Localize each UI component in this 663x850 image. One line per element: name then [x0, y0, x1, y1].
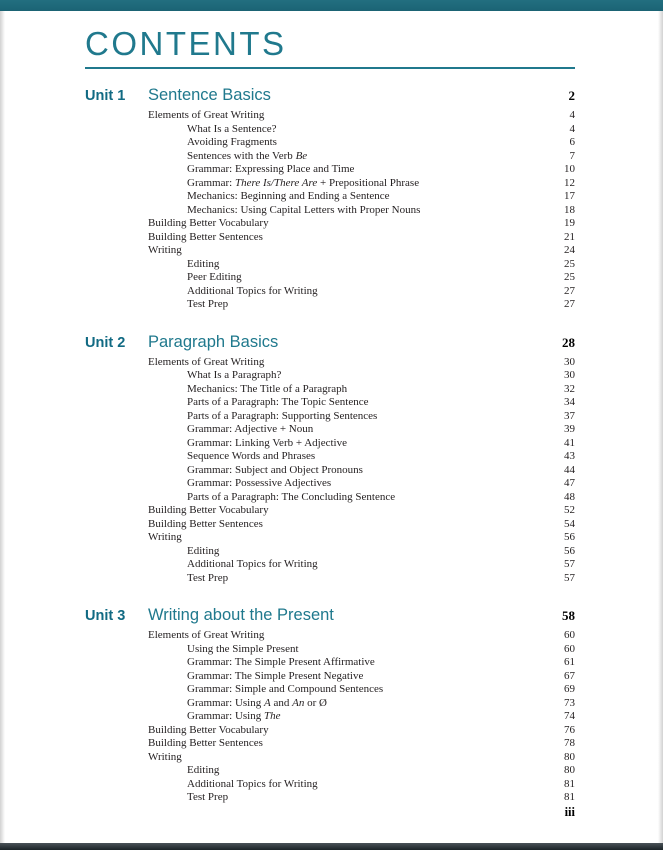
entry-title: Elements of Great Writing	[148, 109, 265, 121]
entry-title: Avoiding Fragments	[187, 136, 277, 148]
toc-entry	[148, 656, 575, 670]
entry-title: Grammar: Expressing Place and Time	[187, 163, 355, 175]
entry-title: Parts of a Paragraph: Supporting Sentences	[187, 409, 378, 422]
entry-page-number: 74	[564, 710, 575, 722]
toc-entry	[148, 518, 575, 532]
entry-title: Elements of Great Writing	[148, 355, 265, 368]
toc-entry	[148, 710, 575, 724]
toc-unit	[85, 332, 575, 586]
entry-page-number: 60	[564, 629, 575, 641]
entry-title: Parts of a Paragraph: The Concluding Sentence	[187, 490, 396, 503]
entry-page-number: 27	[564, 284, 575, 297]
entry-title: Using the Simple Present	[187, 642, 299, 655]
unit-label: Unit 1	[85, 88, 126, 104]
toc-entry	[148, 177, 575, 191]
bottom-edge-bar	[0, 843, 663, 850]
toc-entry	[148, 190, 575, 204]
toc-entry	[148, 477, 575, 491]
toc-entry	[148, 285, 575, 299]
entry-title: Editing	[187, 544, 220, 557]
entry-title: Building Better Vocabulary	[148, 217, 269, 229]
toc-entry	[148, 383, 575, 397]
entry-title: Grammar: Adjective + Noun	[187, 423, 314, 435]
toc-entry	[148, 751, 575, 765]
folio-page-number: iii	[564, 805, 575, 819]
unit-page-number: 58	[562, 608, 575, 623]
entry-title: Test Prep	[187, 791, 229, 803]
unit-header	[85, 85, 575, 106]
entry-page-number: 34	[564, 396, 575, 408]
unit-page-number: 2	[568, 88, 575, 103]
toc-entry	[148, 150, 575, 164]
entry-page-number: 44	[564, 463, 575, 476]
unit-entries	[148, 356, 575, 586]
entry-page-number: 4	[569, 109, 575, 121]
toc-entry	[148, 737, 575, 751]
entry-page-number: 41	[564, 436, 575, 449]
toc-entry	[148, 629, 575, 643]
entry-page-number: 73	[564, 696, 575, 709]
entry-page-number: 27	[564, 298, 575, 310]
toc-entry	[148, 558, 575, 572]
toc-entry	[148, 369, 575, 383]
unit-page-number: 28	[562, 334, 575, 350]
entry-title: Building Better Sentences	[148, 230, 263, 243]
toc-entry	[148, 109, 575, 123]
entry-page-number: 60	[564, 642, 575, 655]
entry-page-number: 30	[564, 369, 575, 381]
entry-title: Grammar: Simple and Compound Sentences	[187, 683, 384, 695]
entry-page-number: 54	[564, 517, 575, 530]
toc-unit	[85, 85, 575, 312]
toc-entry	[148, 683, 575, 697]
toc-entry	[148, 231, 575, 245]
entry-title: Additional Topics for Writing	[187, 284, 318, 297]
entry-title: Grammar: Using The	[187, 710, 281, 722]
entry-title: Grammar: The Simple Present Negative	[187, 669, 364, 682]
entry-title: Grammar: Linking Verb + Adjective	[187, 436, 347, 449]
entry-page-number: 43	[564, 450, 575, 462]
toc-entry	[148, 136, 575, 150]
unit-label: Unit 2	[85, 334, 126, 351]
entry-page-number: 25	[564, 271, 575, 283]
entry-page-number: 57	[564, 571, 575, 584]
toc-entry	[148, 123, 575, 137]
toc-entry	[148, 258, 575, 272]
toc-entry	[148, 531, 575, 545]
entry-title: Grammar: The Simple Present Affirmative	[187, 656, 375, 668]
entry-title: Peer Editing	[187, 271, 242, 283]
unit-title: Sentence Basics	[148, 86, 271, 104]
entry-page-number: 10	[564, 163, 575, 175]
entry-page-number: 76	[564, 723, 575, 736]
entry-page-number: 25	[564, 257, 575, 270]
toc-entry	[148, 464, 575, 478]
entry-title: Mechanics: The Title of a Paragraph	[187, 382, 348, 395]
toc-entry	[148, 697, 575, 711]
toc-entry	[148, 670, 575, 684]
entry-title: Parts of a Paragraph: The Topic Sentence	[187, 396, 369, 408]
toc-entry	[148, 271, 575, 285]
unit-label: Unit 3	[85, 608, 126, 624]
unit-entries	[148, 109, 575, 312]
entry-page-number: 80	[564, 750, 575, 763]
toc-entry	[148, 396, 575, 410]
entry-title: Grammar: Using A and An or Ø	[187, 696, 327, 709]
entry-title: Editing	[187, 257, 220, 270]
entry-title: Writing	[148, 750, 182, 763]
entry-page-number: 80	[564, 764, 575, 776]
entry-page-number: 69	[564, 683, 575, 695]
toc-entry	[148, 643, 575, 657]
toc-entry	[148, 244, 575, 258]
entry-title: Test Prep	[187, 571, 229, 584]
entry-title: What Is a Sentence?	[187, 122, 277, 135]
entry-title: Test Prep	[187, 298, 229, 310]
entry-title: Grammar: There Is/There Are + Prepositional Phrase	[187, 176, 420, 189]
entry-title: Elements of Great Writing	[148, 629, 265, 641]
entry-page-number: 47	[564, 477, 575, 489]
unit-header	[85, 605, 575, 626]
title-rule	[85, 67, 575, 69]
entry-title: Mechanics: Beginning and Ending a Sentence	[187, 190, 390, 202]
toc-entry	[148, 423, 575, 437]
entry-title: Building Better Sentences	[148, 737, 263, 749]
entry-title: Grammar: Subject and Object Pronouns	[187, 463, 363, 476]
unit-entries	[148, 629, 575, 805]
unit-title: Writing about the Present	[148, 606, 334, 624]
unit-title: Paragraph Basics	[148, 332, 279, 351]
entry-page-number: 39	[564, 423, 575, 435]
toc-entry	[148, 545, 575, 559]
toc-entry	[148, 572, 575, 586]
toc-entry	[148, 204, 575, 218]
toc-content	[85, 26, 575, 805]
entry-page-number: 81	[564, 777, 575, 790]
toc-entry	[148, 450, 575, 464]
entry-page-number: 57	[564, 558, 575, 570]
toc-entry	[148, 791, 575, 805]
toc-entry	[148, 724, 575, 738]
entry-title: Editing	[187, 764, 220, 776]
entry-page-number: 67	[564, 669, 575, 682]
entry-page-number: 24	[564, 244, 575, 256]
toc-entry	[148, 437, 575, 451]
entry-page-number: 30	[564, 355, 575, 368]
entry-page-number: 81	[564, 791, 575, 803]
entry-page-number: 12	[564, 176, 575, 189]
toc-entry	[148, 217, 575, 231]
toc-entry	[148, 491, 575, 505]
toc-entry	[148, 410, 575, 424]
entry-page-number: 21	[564, 230, 575, 243]
entry-page-number: 52	[564, 504, 575, 516]
entry-title: Writing	[148, 244, 182, 256]
entry-title: Building Better Vocabulary	[148, 723, 269, 736]
top-accent-bar	[0, 0, 663, 11]
entry-page-number: 17	[564, 190, 575, 202]
entry-title: Additional Topics for Writing	[187, 558, 318, 570]
toc-entry	[148, 504, 575, 518]
entry-title: Building Better Sentences	[148, 517, 263, 530]
entry-title: Grammar: Possessive Adjectives	[187, 477, 332, 489]
toc-entry	[148, 163, 575, 177]
entry-page-number: 56	[564, 544, 575, 557]
page-edge-shadow-right	[658, 11, 663, 843]
entry-page-number: 48	[564, 490, 575, 503]
entry-title: What Is a Paragraph?	[187, 369, 282, 381]
entry-title: Sentences with the Verb Be	[187, 149, 308, 162]
entry-page-number: 4	[569, 122, 575, 135]
entry-page-number: 78	[564, 737, 575, 749]
toc-units	[85, 85, 575, 805]
toc-entry	[148, 778, 575, 792]
entry-page-number: 6	[569, 136, 575, 148]
entry-page-number: 18	[564, 203, 575, 216]
entry-title: Building Better Vocabulary	[148, 504, 269, 516]
entry-page-number: 61	[564, 656, 575, 668]
unit-header	[85, 332, 575, 353]
page-title: CONTENTS	[85, 25, 287, 62]
entry-page-number: 37	[564, 409, 575, 422]
toc-entry	[148, 356, 575, 370]
entry-page-number: 19	[564, 217, 575, 229]
toc-unit	[85, 605, 575, 805]
entry-page-number: 7	[569, 149, 575, 162]
toc-entry	[148, 298, 575, 312]
entry-title: Sequence Words and Phrases	[187, 450, 316, 462]
entry-title: Mechanics: Using Capital Letters with Proper Nouns	[187, 203, 421, 216]
entry-title: Writing	[148, 531, 182, 543]
toc-entry	[148, 764, 575, 778]
entry-page-number: 32	[564, 382, 575, 395]
page-edge-shadow-left	[0, 11, 5, 843]
entry-page-number: 56	[564, 531, 575, 543]
entry-title: Additional Topics for Writing	[187, 777, 318, 790]
